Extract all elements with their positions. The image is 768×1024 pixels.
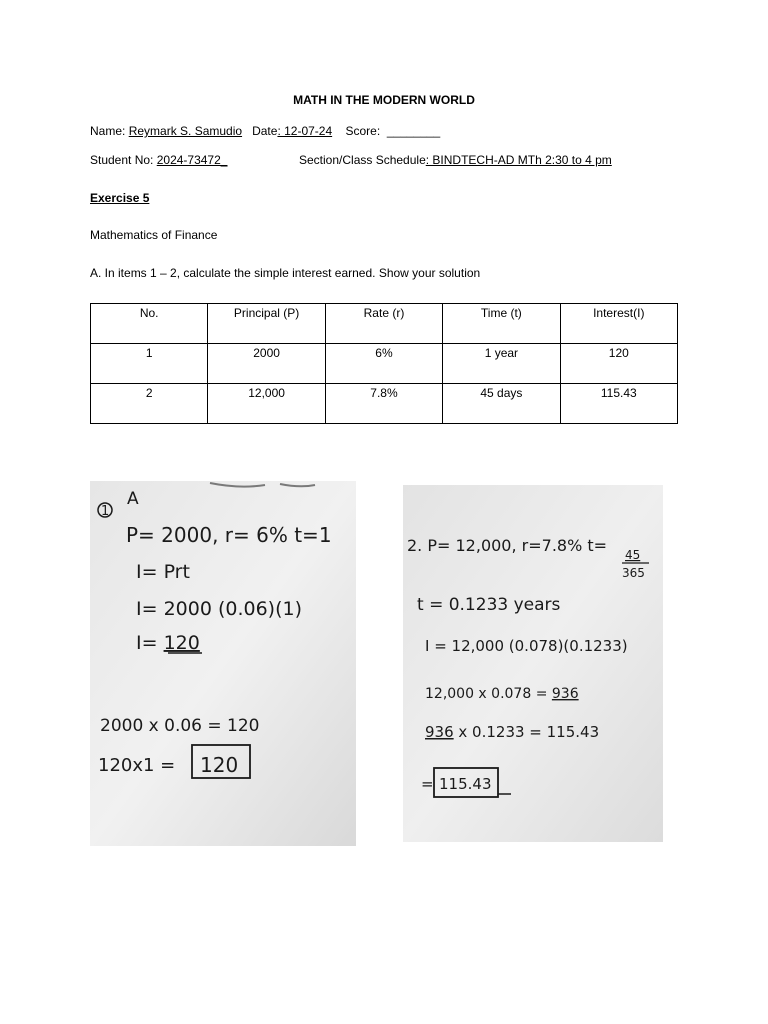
section-line [299, 153, 612, 167]
final-boxed-answer: 115.43 [439, 775, 492, 793]
table-header-cell: Principal (P) [208, 304, 325, 344]
result-prefix: I= [136, 632, 164, 654]
student-no-value: 2024-73472_ [156, 153, 228, 167]
table-cell: 12,000 [208, 384, 325, 424]
final-line [98, 755, 175, 776]
substitution: I = 12,000 (0.078)(0.1233) [425, 637, 628, 655]
time-denominator: 365 [622, 566, 645, 580]
table-cell: 45 days [443, 384, 560, 424]
exercise-heading: Exercise 5 [90, 191, 150, 205]
table-cell: 1 [91, 344, 208, 384]
given-values: 2. P= 12,000, r=7.8% t= [407, 536, 608, 555]
table-cell: 2000 [208, 344, 325, 384]
interest-table [90, 303, 678, 424]
table-header-cell: Interest(I) [560, 304, 677, 344]
solution-photo-1 [90, 481, 356, 846]
date-label: Date [252, 124, 278, 138]
score-value: ________ [386, 124, 441, 138]
name-label: Name: [90, 124, 126, 138]
final-prefix: = [421, 775, 434, 793]
table-row [91, 384, 678, 424]
section-value: : BINDTECH-AD MTh 2:30 to 4 pm [425, 153, 612, 167]
final-boxed-answer: 120 [200, 753, 239, 777]
page-title: MATH IN THE MODERN WORLD [293, 93, 475, 107]
table-header-cell: Rate (r) [325, 304, 442, 344]
time-in-years: t = 0.1233 years [417, 595, 561, 615]
instruction-text: A. In items 1 – 2, calculate the simple interest earned. Show your solution [90, 266, 481, 280]
substitution: I= 2000 (0.06)(1) [136, 598, 302, 620]
table-header-cell: Time (t) [443, 304, 560, 344]
step-one [425, 686, 579, 702]
formula: I= Prt [136, 561, 190, 583]
result-line [136, 632, 200, 654]
solution-photo-2 [403, 485, 663, 842]
result-value: 120 [163, 632, 200, 654]
section-label: Section/Class Schedule [299, 153, 426, 167]
table-header-cell: No. [91, 304, 208, 344]
table-cell: 115.43 [560, 384, 677, 424]
student-no-label: Student No: [90, 153, 154, 167]
name-line [90, 124, 440, 138]
item-number: 1 [101, 504, 110, 519]
given-values: P= 2000, r= 6% t=1 [126, 523, 332, 547]
step-two [425, 723, 599, 741]
final-prefix: 120x1 = [98, 755, 176, 776]
table-cell: 1 year [443, 344, 560, 384]
table-header-row [91, 304, 678, 344]
table-cell: 6% [325, 344, 442, 384]
step-two-expr: x 0.1233 = 115.43 [453, 723, 600, 741]
part-letter: A [127, 489, 139, 509]
table-cell: 2 [91, 384, 208, 424]
step-one-expr: 12,000 x 0.078 = [425, 686, 552, 702]
score-label: Score: [345, 124, 381, 138]
table-cell: 7.8% [325, 384, 442, 424]
multiplication-check: 2000 x 0.06 = 120 [100, 716, 260, 736]
subject-heading: Mathematics of Finance [90, 228, 218, 242]
step-two-value: 936 [425, 723, 454, 741]
student-no-line [90, 153, 227, 167]
date-value: : 12-07-24 [277, 124, 333, 138]
table-cell: 120 [560, 344, 677, 384]
step-one-value: 936 [551, 686, 579, 702]
table-row [91, 344, 678, 384]
name-value: Reymark S. Samudio [128, 124, 243, 138]
time-numerator: 45 [625, 548, 641, 562]
